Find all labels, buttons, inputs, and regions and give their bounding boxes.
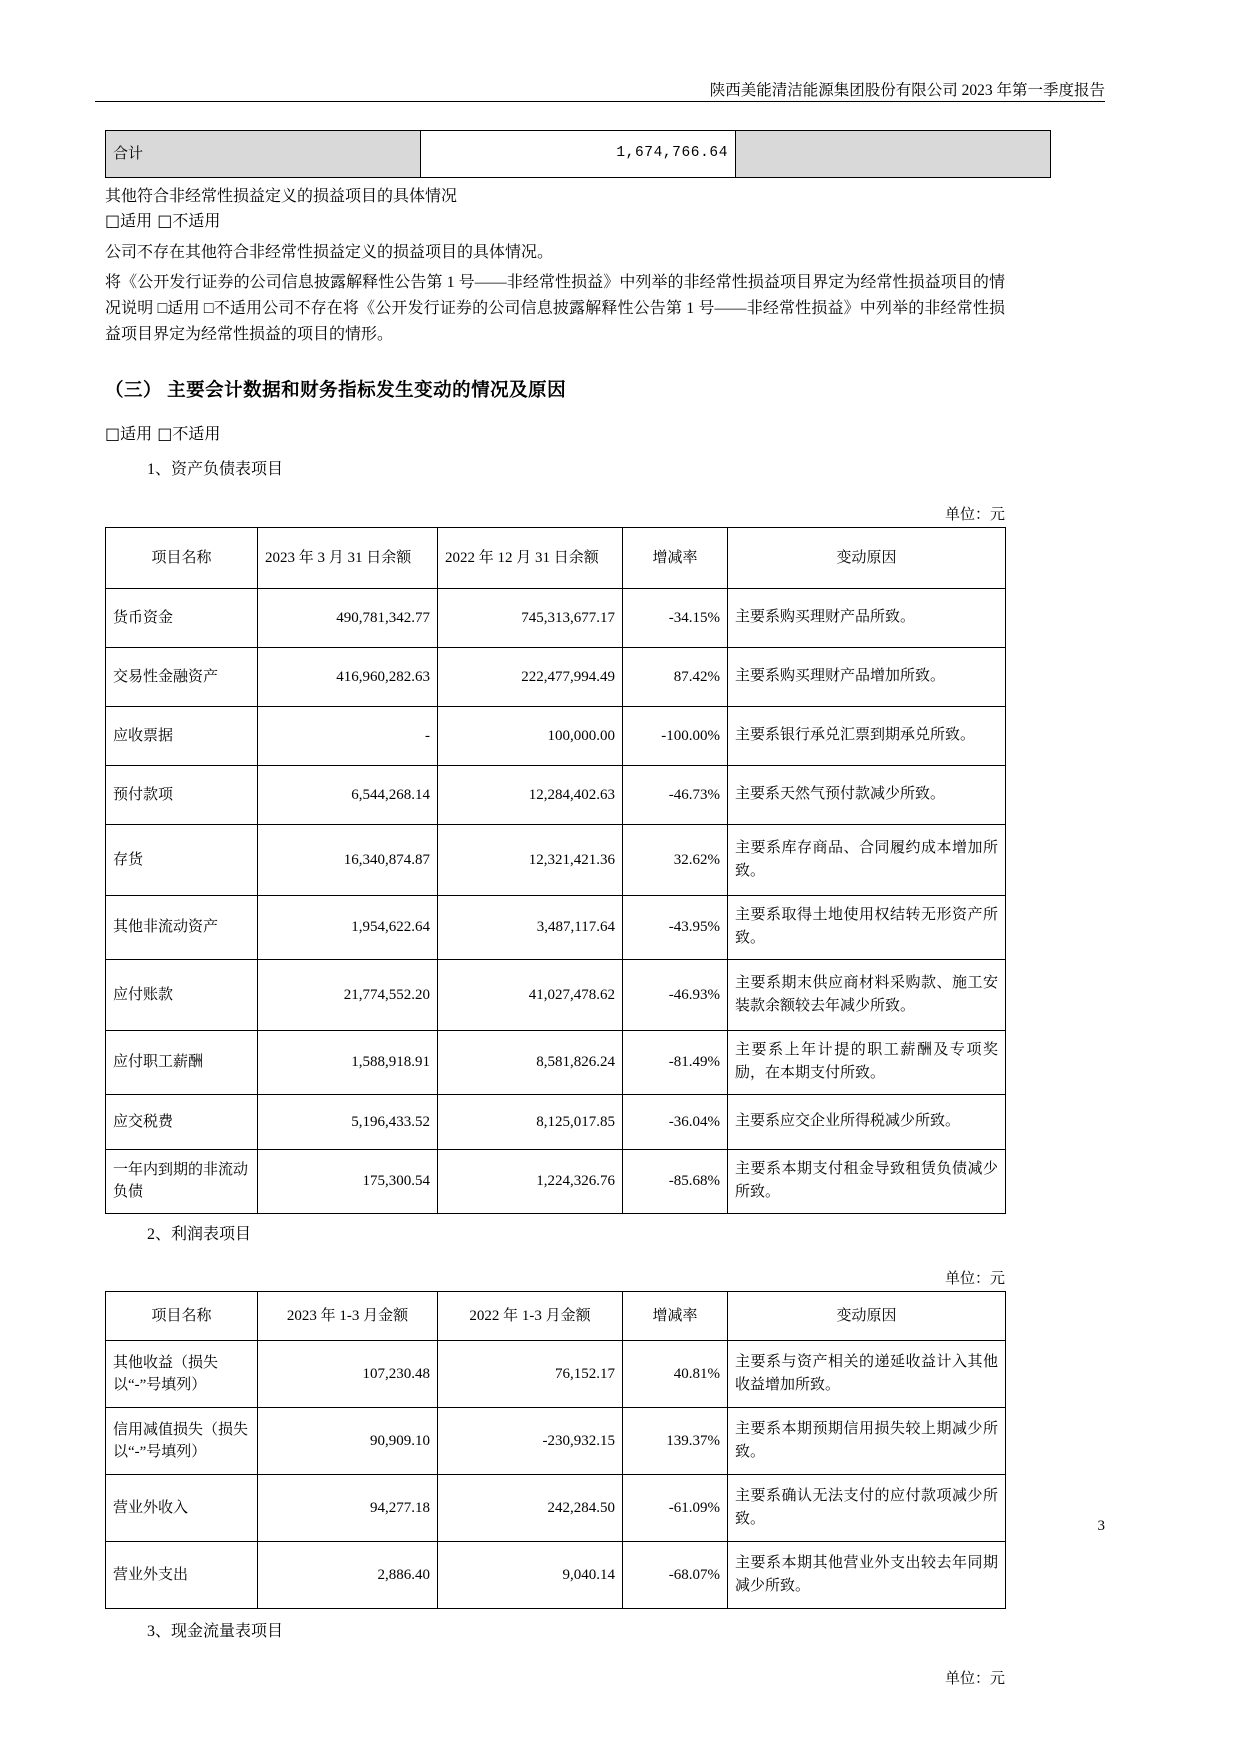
row-previous-value: 9,040.14 — [438, 1542, 623, 1609]
row-previous-value: 41,027,478.62 — [438, 959, 623, 1030]
col-header-current-balance: 2023 年 3 月 31 日余额 — [258, 527, 438, 588]
table-header-row — [106, 527, 1006, 588]
unit-label-cashflow: 单位：元 — [944, 1671, 1005, 1688]
row-change-rate: 32.62% — [623, 824, 728, 895]
row-previous-value: 222,477,994.49 — [438, 647, 623, 706]
col-header-item-name: 项目名称 — [106, 1292, 258, 1341]
row-item-name: 营业外收入 — [106, 1475, 258, 1542]
paragraph-applicability-1: □适用 □不适用 — [105, 211, 221, 230]
row-change-reason: 主要系库存商品、合同履约成本增加所致。 — [728, 824, 1006, 895]
row-change-rate: -34.15% — [623, 588, 728, 647]
subsection-cashflow-label: 3、现金流量表项目 — [147, 1623, 284, 1641]
row-current-value: 6,544,268.14 — [258, 765, 438, 824]
income-statement-table — [105, 1291, 1006, 1609]
table-row — [106, 1030, 1006, 1094]
row-item-name: 应付账款 — [106, 959, 258, 1030]
table-row — [106, 588, 1006, 647]
table-row — [106, 765, 1006, 824]
row-current-value: 175,300.54 — [258, 1149, 438, 1213]
page-number: 3 — [1097, 1518, 1105, 1534]
row-change-reason: 主要系本期支付租金导致租赁负债减少所致。 — [728, 1149, 1006, 1213]
table-row — [106, 895, 1006, 959]
paragraph-no-other-items: 公司不存在其他符合非经常性损益定义的损益项目的具体情况。 — [105, 244, 554, 261]
row-item-name: 其他收益（损失以“-”号填列） — [106, 1341, 258, 1408]
row-previous-value: -230,932.15 — [438, 1408, 623, 1475]
col-header-change-rate: 增减率 — [623, 1292, 728, 1341]
row-current-value: 416,960,282.63 — [258, 647, 438, 706]
unit-label-income-statement: 单位：元 — [944, 1271, 1005, 1288]
table-header-row — [106, 1292, 1006, 1341]
row-change-reason: 主要系银行承兑汇票到期承兑所致。 — [728, 706, 1006, 765]
table-row — [106, 1542, 1006, 1609]
row-change-reason: 主要系应交企业所得税减少所致。 — [728, 1094, 1006, 1149]
unit-label-balance-sheet: 单位：元 — [944, 506, 1005, 523]
row-item-name: 存货 — [106, 824, 258, 895]
row-previous-value: 8,581,826.24 — [438, 1030, 623, 1094]
summary-total-table — [105, 130, 1051, 178]
table-row — [106, 131, 1051, 178]
row-current-value: 16,340,874.87 — [258, 824, 438, 895]
row-change-reason: 主要系上年计提的职工薪酬及专项奖励，在本期支付所致。 — [728, 1030, 1006, 1094]
row-change-rate: -81.49% — [623, 1030, 728, 1094]
row-change-reason: 主要系确认无法支付的应付款项减少所致。 — [728, 1475, 1006, 1542]
row-previous-value: 100,000.00 — [438, 706, 623, 765]
row-change-rate: -36.04% — [623, 1094, 728, 1149]
row-change-reason: 主要系期末供应商材料采购款、施工安装款余额较去年减少所致。 — [728, 959, 1006, 1030]
table-row — [106, 1094, 1006, 1149]
row-change-reason: 主要系本期预期信用损失较上期减少所致。 — [728, 1408, 1006, 1475]
col-header-change-reason: 变动原因 — [728, 527, 1006, 588]
subsection-balance-sheet-label: 1、资产负债表项目 — [147, 461, 284, 479]
col-header-item-name: 项目名称 — [106, 527, 258, 588]
table-row — [106, 1149, 1006, 1213]
table-row — [106, 706, 1006, 765]
subsection-income-statement-label: 2、利润表项目 — [147, 1225, 252, 1243]
row-item-name: 应交税费 — [106, 1094, 258, 1149]
table-row — [106, 1341, 1006, 1408]
row-item-name: 预付款项 — [106, 765, 258, 824]
row-current-value: 1,954,622.64 — [258, 895, 438, 959]
row-change-rate: 40.81% — [623, 1341, 728, 1408]
row-current-value: 1,588,918.91 — [258, 1030, 438, 1094]
row-change-rate: 87.42% — [623, 647, 728, 706]
row-change-reason: 主要系天然气预付款减少所致。 — [728, 765, 1006, 824]
col-header-current-amount: 2023 年 1-3 月金额 — [258, 1292, 438, 1341]
page-content — [105, 130, 1005, 1691]
row-item-name: 应收票据 — [106, 706, 258, 765]
table-row — [106, 959, 1006, 1030]
row-previous-value: 745,313,677.17 — [438, 588, 623, 647]
row-item-name: 应付职工薪酬 — [106, 1030, 258, 1094]
col-header-change-rate: 增减率 — [623, 527, 728, 588]
row-change-rate: -61.09% — [623, 1475, 728, 1542]
row-previous-value: 3,487,117.64 — [438, 895, 623, 959]
table-row — [106, 647, 1006, 706]
header-divider — [95, 101, 1105, 102]
balance-sheet-table — [105, 527, 1006, 1214]
row-previous-value: 242,284.50 — [438, 1475, 623, 1542]
summary-extra-cell — [736, 131, 1051, 178]
row-change-rate: -46.93% — [623, 959, 728, 1030]
row-current-value: 94,277.18 — [258, 1475, 438, 1542]
row-item-name: 营业外支出 — [106, 1542, 258, 1609]
row-change-rate: -100.00% — [623, 706, 728, 765]
row-current-value: 5,196,433.52 — [258, 1094, 438, 1149]
row-change-reason: 主要系本期其他营业外支出较去年同期减少所致。 — [728, 1542, 1006, 1609]
col-header-previous-amount: 2022 年 1-3 月金额 — [438, 1292, 623, 1341]
row-change-reason: 主要系购买理财产品增加所致。 — [728, 647, 1006, 706]
col-header-change-reason: 变动原因 — [728, 1292, 1006, 1341]
row-item-name: 交易性金融资产 — [106, 647, 258, 706]
row-current-value: 2,886.40 — [258, 1542, 438, 1609]
summary-value-cell: 1,674,766.64 — [421, 131, 736, 178]
row-current-value: - — [258, 706, 438, 765]
row-previous-value: 12,321,421.36 — [438, 824, 623, 895]
row-previous-value: 12,284,402.63 — [438, 765, 623, 824]
row-change-reason: 主要系取得土地使用权结转无形资产所致。 — [728, 895, 1006, 959]
row-change-rate: 139.37% — [623, 1408, 728, 1475]
row-item-name: 货币资金 — [106, 588, 258, 647]
table-row — [106, 824, 1006, 895]
paragraph-other-items-heading: 其他符合非经常性损益定义的损益项目的具体情况 — [105, 188, 458, 205]
section-title: （三） 主要会计数据和财务指标发生变动的情况及原因 — [105, 380, 567, 401]
row-previous-value: 76,152.17 — [438, 1341, 623, 1408]
row-current-value: 107,230.48 — [258, 1341, 438, 1408]
row-current-value: 21,774,552.20 — [258, 959, 438, 1030]
row-change-reason: 主要系与资产相关的递延收益计入其他收益增加所致。 — [728, 1341, 1006, 1408]
row-previous-value: 1,224,326.76 — [438, 1149, 623, 1213]
paragraph-reclassification-note: 将《公开发行证券的公司信息披露解释性公告第 1 号——非经常性损益》中列举的非经常性损益项目界定为经常性损益项目的情况说明 □适用 □不适用公司不存在将《公开发行证券的公司信息披露解释性公告第 1 号——非经常性损益》中列举的非经常性损益项目界定为经常性损益的项目的情形。 — [105, 273, 1005, 343]
row-item-name: 信用减值损失（损失以“-”号填列） — [106, 1408, 258, 1475]
row-change-rate: -46.73% — [623, 765, 728, 824]
row-current-value: 90,909.10 — [258, 1408, 438, 1475]
section-applicability: □适用 □不适用 — [105, 424, 221, 444]
row-previous-value: 8,125,017.85 — [438, 1094, 623, 1149]
page-header-title: 陕西美能清洁能源集团股份有限公司 2023 年第一季度报告 — [709, 82, 1105, 99]
col-header-previous-balance: 2022 年 12 月 31 日余额 — [438, 527, 623, 588]
row-change-rate: -68.07% — [623, 1542, 728, 1609]
row-item-name: 一年内到期的非流动负债 — [106, 1149, 258, 1213]
table-row — [106, 1408, 1006, 1475]
row-item-name: 其他非流动资产 — [106, 895, 258, 959]
row-change-rate: -85.68% — [623, 1149, 728, 1213]
summary-label-cell: 合计 — [106, 131, 421, 178]
row-change-rate: -43.95% — [623, 895, 728, 959]
row-current-value: 490,781,342.77 — [258, 588, 438, 647]
row-change-reason: 主要系购买理财产品所致。 — [728, 588, 1006, 647]
